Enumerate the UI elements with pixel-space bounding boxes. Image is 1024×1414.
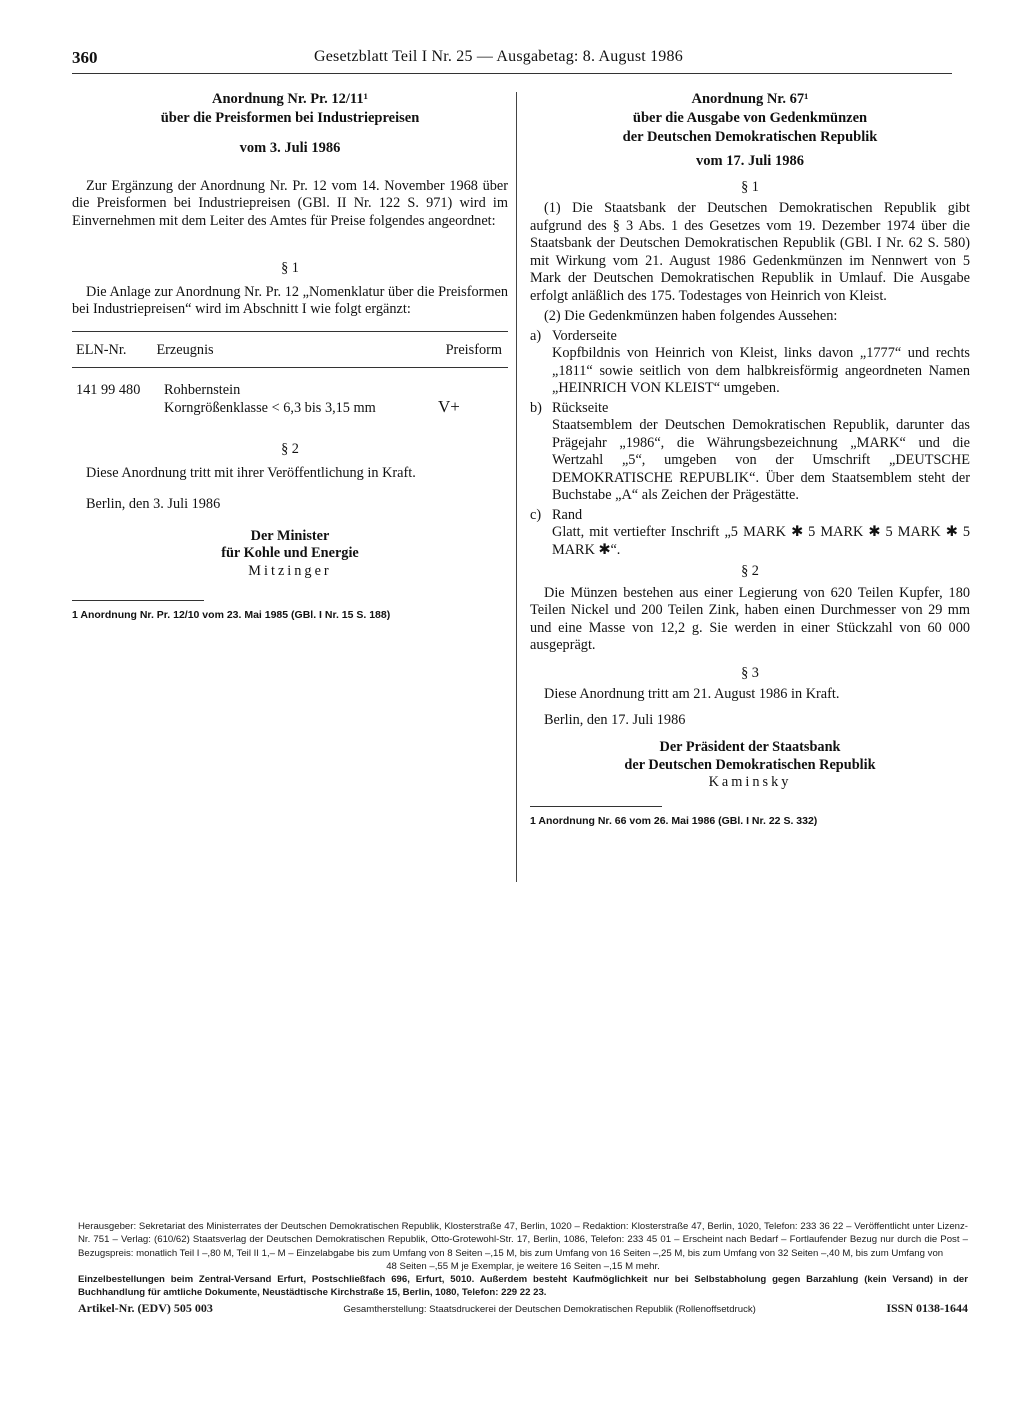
list-item-title: Rand bbox=[552, 506, 583, 523]
right-title-line: über die Ausgabe von Gedenkmünzen bbox=[632, 110, 868, 126]
column-divider bbox=[516, 92, 517, 882]
list-item-label: a) bbox=[530, 327, 542, 344]
right-section-2-text: Die Münzen bestehen aus einer Legierung von 620 Teilen Kupfer, 180 Teilen Nickel und 200 Teilen Zink, haben einen Durchmesser von 29 mm und eine Masse von 12,2 g. Sie werden in einer Stückzahl von 60 000 ausgeprägt. bbox=[530, 584, 970, 653]
list-item-text: Glatt, mit vertiefter Inschrift „5 MARK ✱ 5 MARK ✱ 5 MARK ✱ 5 MARK ✱“. bbox=[552, 524, 970, 558]
right-signatory-office bbox=[530, 739, 970, 774]
left-intro: Zur Ergänzung der Anordnung Nr. Pr. 12 vom 14. November 1968 über die Preisformen bei Industriepreisen (GBl. II Nr. 122 S. 971) wird im Einvernehmen mit dem Leiter des Amtes für Preise folgendes angeordnet: bbox=[72, 177, 508, 229]
right-column bbox=[530, 90, 970, 828]
left-section-2-heading: § 2 bbox=[281, 441, 299, 457]
table-header-eln: ELN-Nr. bbox=[76, 341, 127, 358]
coin-design-list bbox=[530, 328, 970, 560]
right-title-line: der Deutschen Demokratischen Republik bbox=[622, 129, 878, 145]
left-date: vom 3. Juli 1986 bbox=[239, 140, 341, 156]
right-title-line: Anordnung Nr. 67¹ bbox=[691, 91, 809, 107]
imprint-orders: Einzelbestellungen beim Zentral-Versand Erfurt, Postschließfach 696, Erfurt, 5010. Außerdem besteht Kaufmöglichkeit nur bei Selbstabholung gegen Barzahlung (kein Versand) in der Buchhandlung für amtliche Dokumente, Neustädtische Kirchstraße 15, Berlin, 1080, Telefon: 229 22 23. bbox=[78, 1274, 968, 1299]
left-signatory-office bbox=[72, 528, 508, 563]
header-rule bbox=[72, 73, 952, 74]
imprint bbox=[78, 1220, 968, 1316]
right-place-date: Berlin, den 17. Juli 1986 bbox=[544, 711, 686, 728]
left-title bbox=[72, 90, 508, 128]
list-item-label: c) bbox=[530, 506, 542, 523]
list-item bbox=[530, 328, 970, 346]
right-section-2-heading: § 2 bbox=[741, 563, 759, 579]
imprint-publisher-end: 48 Seiten –,55 M je Exemplar, je weitere 16 Seiten –,15 M mehr. bbox=[386, 1260, 660, 1272]
right-title bbox=[530, 90, 970, 147]
issn: ISSN 0138-1644 bbox=[886, 1300, 968, 1315]
product-class: Korngrößenklasse < 6,3 bis 3,15 mm bbox=[164, 399, 376, 416]
table-cell-eln: 141 99 480 bbox=[76, 382, 141, 398]
table-header-form: Preisform bbox=[445, 341, 502, 358]
left-signatory-office-line: Der Minister bbox=[250, 527, 330, 544]
table-header-rule bbox=[72, 367, 508, 368]
right-paragraph-1: (1) Die Staatsbank der Deutschen Demokratischen Republik gibt aufgrund des § 3 Abs. 1 des Gesetzes vom 19. Dezember 1974 über die Staatsbank der Deutschen Demokratischen Republik (GBl. I Nr. 62 S. 580) mit Wirkung vom 21. August 1986 Gedenkmünzen im Nennwert von 5 Mark der Deutschen Demokratischen Republik in Umlauf. Die Ausgabe erfolgt anläßlich des 175. Todestages von Heinrich von Kleist. bbox=[530, 200, 970, 304]
left-signatory-office-line: für Kohle und Energie bbox=[221, 545, 359, 561]
right-section-3-text: Diese Anordnung tritt am 21. August 1986 in Kraft. bbox=[544, 686, 840, 702]
left-section-2-text: Diese Anordnung tritt mit ihrer Veröffentlichung in Kraft. bbox=[86, 464, 416, 481]
table-cell-product bbox=[164, 382, 438, 417]
right-section-1-heading: § 1 bbox=[741, 178, 759, 195]
right-signatory-office-line: Der Präsident der Staatsbank bbox=[659, 739, 841, 755]
right-footnote: 1 Anordnung Nr. 66 vom 26. Mai 1986 (GBl. I Nr. 22 S. 332) bbox=[530, 814, 818, 827]
list-item-label: b) bbox=[530, 399, 542, 416]
table-cell-form: V+ bbox=[438, 397, 460, 416]
table-top-rule bbox=[72, 331, 508, 332]
left-footnote-rule bbox=[72, 600, 204, 601]
left-column bbox=[72, 90, 508, 622]
right-signatory-name: Kaminsky bbox=[708, 774, 792, 790]
table-row bbox=[72, 382, 508, 417]
list-item-title: Rückseite bbox=[552, 399, 609, 416]
left-signatory-name: Mitzinger bbox=[248, 562, 332, 579]
imprint-footer-line bbox=[78, 1302, 968, 1316]
right-date: vom 17. Juli 1986 bbox=[696, 153, 804, 169]
list-item bbox=[530, 507, 970, 525]
list-item bbox=[530, 400, 970, 418]
table-header-product: Erzeugnis bbox=[156, 341, 214, 358]
left-title-line: über die Preisformen bei Industriepreisen bbox=[160, 110, 420, 126]
imprint-publisher: Herausgeber: Sekretariat des Ministerrates der Deutschen Demokratischen Republik, Klosterstraße 47, Berlin, 1020 – Redaktion: Klosterstraße 47, Berlin, 1020, Telefon: 233 36 22 – Veröffentlicht unter Lizenz-Nr. 751 – Verlag: (610/62) Staatsverlag der Deutschen Demokratischen Republik, Otto-Grotewohl-Str. 17, Berlin, 1086, Telefon: 233 45 01 – Erscheint nach Bedarf – Fortlaufender Bezug nur durch die Post – Bezugspreis: monatlich Teil I –,80 M, Teil II 1,– M – Einzelabgabe bis zum Umfang von 8 Seiten –,15 M, bis zum Umfang von 16 Seiten –,25 M, bis zum Umfang von 32 Seiten –,40 M, bis zum Umfang von bbox=[78, 1221, 968, 1259]
table-header bbox=[72, 342, 508, 360]
article-number: Artikel-Nr. (EDV) 505 003 bbox=[78, 1300, 213, 1315]
page-number: 360 bbox=[72, 48, 98, 67]
right-paragraph-2: (2) Die Gedenkmünzen haben folgendes Aussehen: bbox=[544, 308, 838, 324]
left-footnote: 1 Anordnung Nr. Pr. 12/10 vom 23. Mai 1985 (GBl. I Nr. 15 S. 188) bbox=[72, 609, 391, 621]
product-name: Rohbernstein bbox=[164, 382, 241, 398]
right-section-3-heading: § 3 bbox=[741, 664, 759, 681]
left-title-line: Anordnung Nr. Pr. 12/11¹ bbox=[212, 91, 368, 107]
left-section-1-heading: § 1 bbox=[281, 260, 299, 276]
printer-info: Gesamtherstellung: Staatsdruckerei der Deutschen Demokratischen Republik (Rollenoffsetdruck) bbox=[343, 1303, 756, 1315]
left-place-date: Berlin, den 3. Juli 1986 bbox=[86, 496, 221, 512]
right-signatory-office-line: der Deutschen Demokratischen Republik bbox=[624, 756, 876, 773]
left-section-1-text: Die Anlage zur Anordnung Nr. Pr. 12 „Nomenklatur über die Preisformen bei Industriepreisen“ wird im Abschnitt I wie folgt ergänzt: bbox=[72, 283, 508, 317]
right-footnote-rule bbox=[530, 806, 662, 807]
list-item-text: Staatsemblem der Deutschen Demokratischen Republik, darunter das Prägejahr „1986“, die Währungsbezeichnung „MARK“ und die Wertzahl „5“, umgeben von der Umschrift „DEUTSCHE DEMOKRATISCHE REPUBLIK“. Über dem Staatsemblem steht der Buchstabe „A“ als Zeichen der Prägestätte. bbox=[552, 417, 970, 503]
list-item-title: Vorderseite bbox=[552, 327, 617, 344]
list-item-text: Kopfbildnis von Heinrich von Kleist, links davon „1777“ und rechts „1811“ sowie seitlich von dem halbkreisförmig angeordneten Namen „HEINRICH VON KLEIST“ umgeben. bbox=[552, 345, 970, 396]
running-head: Gesetzblatt Teil I Nr. 25 — Ausgabetag: 8. August 1986 bbox=[314, 48, 683, 65]
